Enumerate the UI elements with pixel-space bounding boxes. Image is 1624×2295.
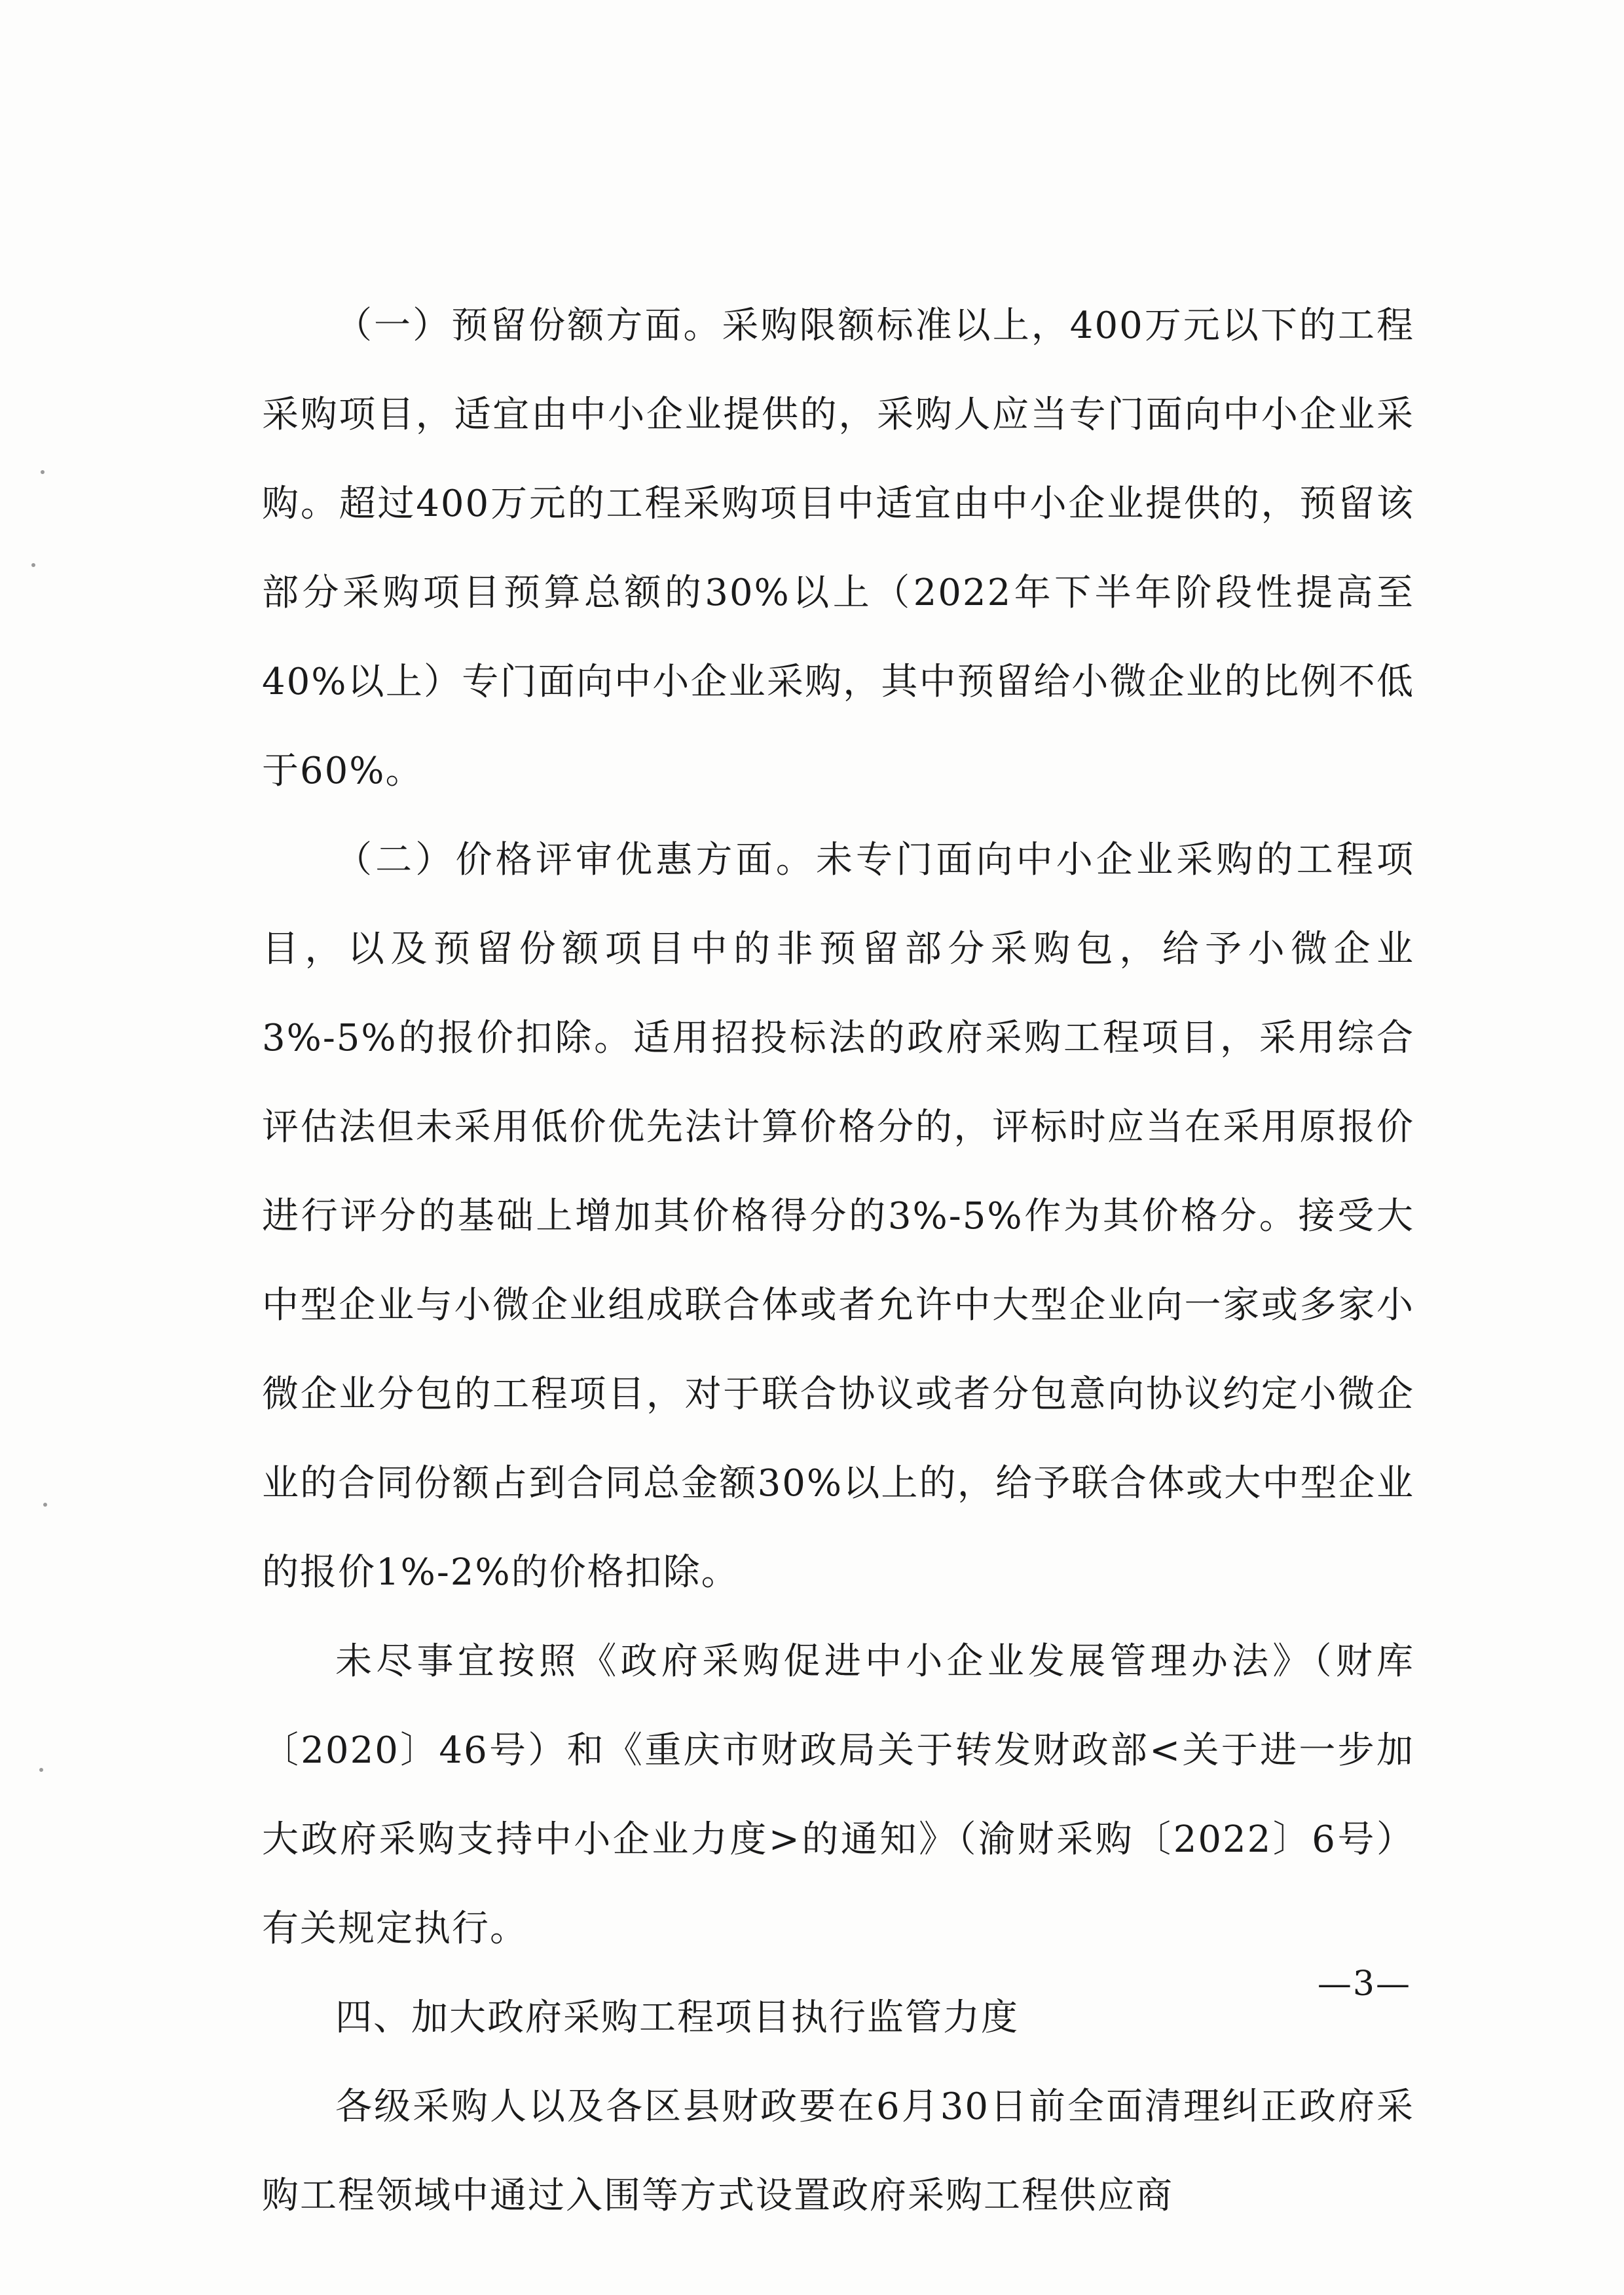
scan-speck [43, 1503, 47, 1507]
scan-speck [41, 470, 45, 474]
paragraph-reserved-share: （一）预留份额方面。采购限额标准以上，400万元以下的工程采购项目，适宜由中小企业提供的，采购人应当专门面向中小企业采购。超过400万元的工程采购项目中适宜由中小企业提供的，预留该部分采购项目预算总额的30%以上（2022年下半年阶段性提高至40%以上）专门面向中小企业采购，其中预留给小微企业的比例不低于60%。 [262, 304, 1414, 792]
paragraph-price-evaluation: （二）价格评审优惠方面。未专门面向中小企业采购的工程项目，以及预留份额项目中的非预留部分采购包，给予小微企业3%-5%的报价扣除。适用招投标法的政府采购工程项目，采用综合评估法但未采用低价优先法计算价格分的，评标时应当在采用原报价进行评分的基础上增加其价格得分的3%-5%作为其价格分。接受大中型企业与小微企业组成联合体或者允许中大型企业向一家或多家小微企业分包的工程项目，对于联合协议或者分包意向协议约定小微企业的合同份额占到合同总金额30%以上的，给予联合体或大中型企业的报价1%-2%的价格扣除。 [262, 839, 1414, 1594]
scan-speck [31, 563, 35, 567]
section-heading: 四、加大政府采购工程项目执行监管力度 [335, 1996, 1019, 2039]
document-body [262, 282, 1414, 2241]
paragraph-other-matters: 未尽事宜按照《政府采购促进中小企业发展管理办法》（财库〔2020〕46号）和《重庆市财政局关于转发财政部<关于进一步加大政府采购支持中小企业力度>的通知》（渝财采购〔2022〕6号）有关规定执行。 [262, 1640, 1414, 1950]
page-number: —3— [1317, 1964, 1411, 2004]
scan-speck [39, 1768, 43, 1772]
paragraph-supervision: 各级采购人以及各区县财政要在6月30日前全面清理纠正政府采购工程领域中通过入围等方式设置政府采购工程供应商 [262, 2085, 1414, 2217]
